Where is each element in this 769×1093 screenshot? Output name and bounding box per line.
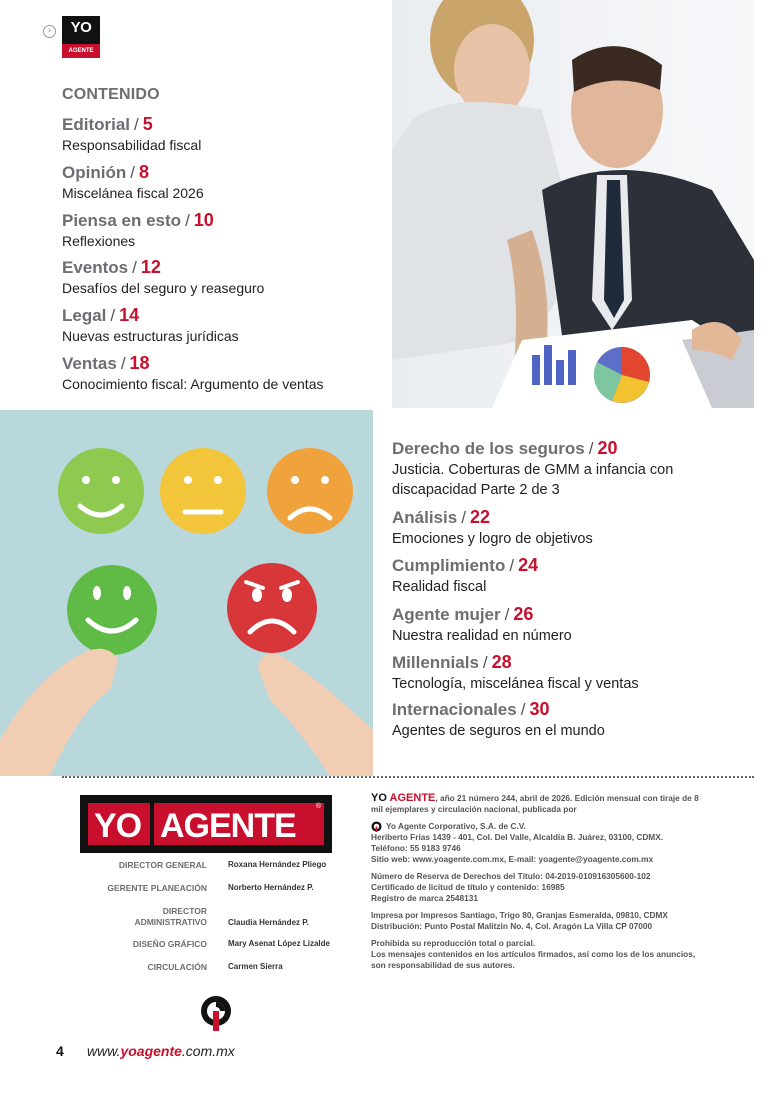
toc-section: Piensa en esto (62, 211, 182, 230)
company-name: Yo Agente Corporativo, S.A. de C.V. (386, 821, 526, 831)
reproduction-notice: Prohibida su reproducción total o parcial. (371, 938, 536, 948)
toc-description: Responsabilidad fiscal (62, 137, 202, 153)
company-phone: Teléfono: 55 9183 9746 (371, 843, 461, 853)
toc-page-number: 30 (529, 699, 550, 719)
toc-description: Nuevas estructuras jurídicas (62, 328, 239, 344)
distribution-info: Distribución: Punto Postal Malitzin No. 4, Col. Aragón La Villa CP 07000 (371, 921, 653, 931)
toc-page-number: 18 (129, 353, 150, 373)
disclaimer (371, 938, 706, 971)
edition-info (371, 793, 706, 815)
reserva-derechos: Número de Reserva de Derechos del Título: 04-2019-010916305600-102 (371, 871, 651, 881)
publisher-info (371, 821, 706, 865)
edition-text: , año 21 número 244, abril de 2026. Edición mensual con tiraje de 8 mil ejemplares y circulación nacional, publicada por (371, 793, 699, 814)
toc-entry[interactable]: Agente mujer / 26 Nuestra realidad en número (392, 604, 732, 646)
toc-section: Legal (62, 306, 107, 325)
staff-name: Mary Asenat López Lizalde (228, 939, 330, 948)
legal-registration (371, 871, 706, 904)
yo-agente-logo: YO AGENTE ® (80, 795, 332, 853)
toc-entry[interactable]: Eventos / 12 Desafíos del seguro y reaseguro (62, 257, 392, 297)
toc-page-number: 10 (193, 210, 214, 230)
registro-marca: Registro de marca 2548131 (371, 893, 479, 903)
toc-description: Reflexiones (62, 233, 136, 249)
toc-description: Emociones y logro de objetivos (392, 531, 593, 547)
toc-section: Ventas (62, 354, 117, 373)
staff-role: DISEÑO GRÁFICO (132, 939, 207, 949)
corporate-seal-icon (200, 995, 232, 1031)
toc-page-number: 8 (138, 162, 149, 182)
toc-page-number: 5 (142, 114, 153, 134)
toc-section: Editorial (62, 115, 131, 134)
toc-description: Desafíos del seguro y reaseguro (62, 280, 265, 296)
toc-description: Justicia. Coberturas de GMM a infancia con discapacidad Parte 2 de 3 (392, 462, 674, 498)
toc-description: Agentes de seguros en el mundo (392, 723, 605, 739)
mini-logo-yo: YO (70, 19, 92, 36)
toc-entry[interactable]: Análisis / 22 Emociones y logro de objetivos (392, 507, 732, 549)
next-page-icon[interactable]: › (43, 25, 56, 38)
toc-section: Cumplimiento (392, 556, 506, 575)
toc-entry[interactable]: Cumplimiento / 24 Realidad fiscal (392, 555, 732, 597)
staff-role: GERENTE PLANEACIÓN (107, 883, 207, 893)
printing-info (371, 910, 706, 932)
toc-entry[interactable]: Internacionales / 30 Agentes de seguros en el mundo (392, 699, 732, 741)
toc-description: Miscelánea fiscal 2026 (62, 185, 204, 201)
colophon (371, 793, 706, 977)
mini-logo-agente: AGENTE (62, 44, 100, 58)
toc-description: Realidad fiscal (392, 579, 487, 595)
company-address: Heriberto Frías 1439 - 401, Col. Del Valle, Alcaldía B. Juárez, 03100, CDMX. (371, 832, 664, 842)
toc-section: Derecho de los seguros (392, 439, 585, 458)
toc-description: Nuestra realidad en número (392, 628, 572, 644)
corporate-logo-icon (371, 821, 382, 832)
toc-entry[interactable]: Piensa en esto / 10 Reflexiones (62, 210, 392, 250)
toc-page-number: 26 (513, 604, 534, 624)
colophon-brand-yo: YO (371, 792, 390, 804)
toc-description: Tecnología, miscelánea fiscal y ventas (392, 676, 639, 692)
toc-entry[interactable]: Legal / 14 Nuevas estructuras jurídicas (62, 305, 392, 345)
toc-section: Millennials (392, 653, 479, 672)
printer-info: Impresa por Impresos Santiago, Trigo 80, Granjas Esmeralda, 09810, CDMX (371, 910, 668, 920)
toc-section: Internacionales (392, 700, 517, 719)
toc-description: Conocimiento fiscal: Argumento de ventas (62, 376, 324, 392)
toc-section: Agente mujer (392, 605, 501, 624)
staff-name: Carmen Sierra (228, 962, 283, 971)
staff-role: DIRECTOR GENERAL (118, 860, 207, 870)
toc-entry[interactable]: Editorial / 5 Responsabilidad fiscal (62, 114, 392, 154)
staff-name: Norberto Hernández P. (228, 883, 314, 892)
toc-section: Eventos (62, 258, 129, 277)
contents-title: CONTENIDO (62, 86, 160, 103)
toc-page-number: 20 (597, 438, 618, 458)
toc-section: Opinión (62, 163, 127, 182)
logo-agente-text: AGENTE (160, 807, 296, 845)
toc-entry[interactable]: Ventas / 18 Conocimiento fiscal: Argumento de ventas (62, 353, 392, 393)
emoji-feedback-photo (0, 410, 373, 776)
site-prefix: www. (87, 1043, 121, 1059)
staff-role: CIRCULACIÓN (147, 962, 207, 972)
company-web: Sitio web: www.yoagente.com.mx, E-mail: yoagente@yoagente.com.mx (371, 854, 654, 864)
staff-name: Roxana Hernández Pliego (228, 860, 327, 869)
site-suffix: .com.mx (181, 1043, 235, 1059)
site-brand: yoagente (120, 1043, 182, 1059)
toc-page-number: 14 (119, 305, 140, 325)
certificado-licitud: Certificado de licitud de título y contenido: 16985 (371, 882, 565, 892)
logo-yo-text: YO (94, 807, 142, 845)
toc-entry[interactable]: Derecho de los seguros / 20 Justicia. Coberturas de GMM a infancia con discapacidad Parte 2 de 3 (392, 438, 732, 500)
website-link[interactable] (87, 1043, 235, 1059)
toc-entry[interactable]: Millennials / 28 Tecnología, miscelánea fiscal y ventas (392, 652, 732, 694)
toc-page-number: 22 (469, 507, 490, 527)
staff-name: Claudia Hernández P. (228, 918, 309, 927)
toc-entry[interactable]: Opinión / 8 Miscelánea fiscal 2026 (62, 162, 392, 202)
toc-page-number: 12 (140, 257, 161, 277)
toc-section: Análisis (392, 508, 458, 527)
yo-agente-mini-logo (62, 16, 100, 58)
colophon-brand-agente: AGENTE (389, 792, 436, 804)
staff-role: DIRECTOR ADMINISTRATIVO (134, 906, 207, 927)
business-meeting-photo (392, 0, 754, 408)
toc-page-number: 28 (491, 652, 512, 672)
responsibility-notice: Los mensajes contenidos en los artículos firmados, así como los de los anuncios, son responsabilidad de sus autores. (371, 949, 696, 970)
toc-page-number: 24 (518, 555, 539, 575)
dotted-divider (62, 776, 754, 778)
page-number: 4 (56, 1043, 64, 1059)
